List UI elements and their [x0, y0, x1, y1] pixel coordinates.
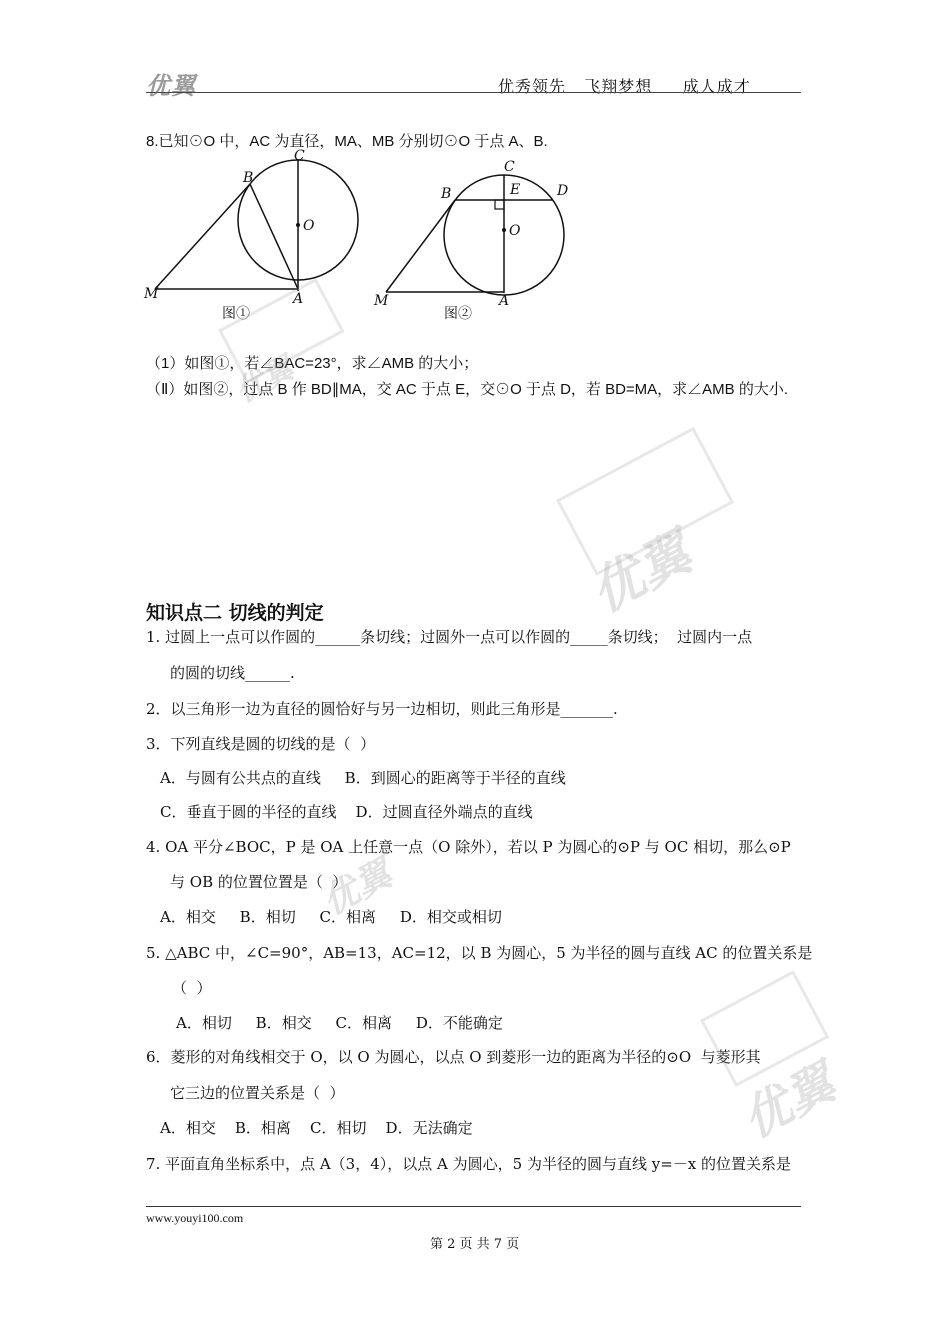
q2: 2．以三角形一边为直径的圆恰好与另一边相切，则此三角形是_______. [146, 700, 618, 718]
footer-divider [146, 1206, 801, 1207]
q3-options-ab: A．与圆有公共点的直线 B．到圆心的距离等于半径的直线 [160, 769, 566, 787]
q8-stem: 8.已知⊙O 中，AC 为直径，MA、MB 分别切⊙O 于点 A、B. [146, 133, 548, 150]
fig2-label-b: B [441, 186, 452, 202]
q4-options: A．相交 B．相切 C．相离 D．相交或相切 [160, 908, 502, 926]
q6-options: A．相交 B．相离 C．相切 D．无法确定 [160, 1119, 473, 1137]
brand-logo: 优翼 [146, 72, 196, 100]
q8-part1: （1）如图①，若∠BAC=23°，求∠AMB 的大小； [146, 355, 479, 372]
q5-line1: 5. △ABC 中，∠C=90°，AB=13，AC=12，以 B 为圆心，5 为半径的圆与直线 AC 的位置关系是 [146, 944, 813, 962]
fig1-caption: 图① [222, 306, 250, 322]
fig1-label-b: B [243, 170, 254, 186]
header-divider [146, 92, 801, 93]
q8-part2: （Ⅱ）如图②，过点 B 作 BD∥MA，交 AC 于点 E，交⊙O 于点 D，若 BD=MA，求∠AMB 的大小. [146, 381, 789, 398]
figure-2 [373, 159, 568, 322]
q5-options: A．相切 B．相交 C．相离 D．不能确定 [176, 1014, 503, 1032]
fig1-label-c: C [294, 148, 305, 164]
q1-line1: 1. 过圆上一点可以作圆的______条切线；过圆外一点可以作圆的_____条切线； 过圆内一点 [146, 628, 753, 646]
q6-line2: 它三边的位置关系是（ ） [170, 1084, 345, 1102]
fig1-label-a: A [293, 291, 304, 307]
fig2-label-d: D [557, 183, 569, 199]
watermark-logo: 优翼 [315, 853, 399, 924]
fig2-label-o: O [509, 223, 521, 239]
page-number: 第 2 页 共 7 页 [430, 1237, 520, 1252]
fig1-label-m: M [144, 286, 159, 302]
q6-line1: 6．菱形的对角线相交于 O，以 O 为圆心，以点 O 到菱形一边的距离为半径的⊙O 与菱形其 [146, 1048, 761, 1066]
header-slogan: 优秀领先 飞翔梦想 成人成才 [498, 77, 751, 96]
fig1-label-o: O [303, 218, 315, 234]
q3-options-cd: C．垂直于圆的半径的直线 D．过圆直径外端点的直线 [160, 803, 533, 821]
section-title: 知识点二 切线的判定 [146, 602, 324, 624]
fig2-label-a: A [499, 293, 510, 309]
q5-line2: （ ） [172, 979, 212, 997]
footer-url[interactable]: www.youyi100.com [146, 1211, 244, 1225]
q8-figures [140, 148, 580, 328]
fig2-label-c: C [504, 159, 515, 175]
watermark-logo: 优翼 [229, 350, 300, 410]
fig2-caption: 图② [444, 306, 472, 322]
q3: 3．下列直线是圆的切线的是（ ） [146, 735, 376, 753]
q7: 7. 平面直角坐标系中，点 A（3，4），以点 A 为圆心，5 为半径的圆与直线 y=－x 的位置关系是 [146, 1155, 791, 1173]
fig2-label-m: M [374, 293, 389, 309]
q4-line1: 4. OA 平分∠BOC，P 是 OA 上任意一点（O 除外），若以 P 为圆心的⊙P 与 OC 相切，那么⊙P [146, 838, 791, 856]
q4-line2: 与 OB 的位置位置是（ ） [170, 873, 348, 891]
watermark-logo: 优翼 [733, 1054, 845, 1150]
fig2-label-e: E [510, 182, 521, 198]
watermark-logo: 优翼 [581, 522, 702, 625]
q1-line2: 的圆的切线______. [170, 664, 295, 682]
